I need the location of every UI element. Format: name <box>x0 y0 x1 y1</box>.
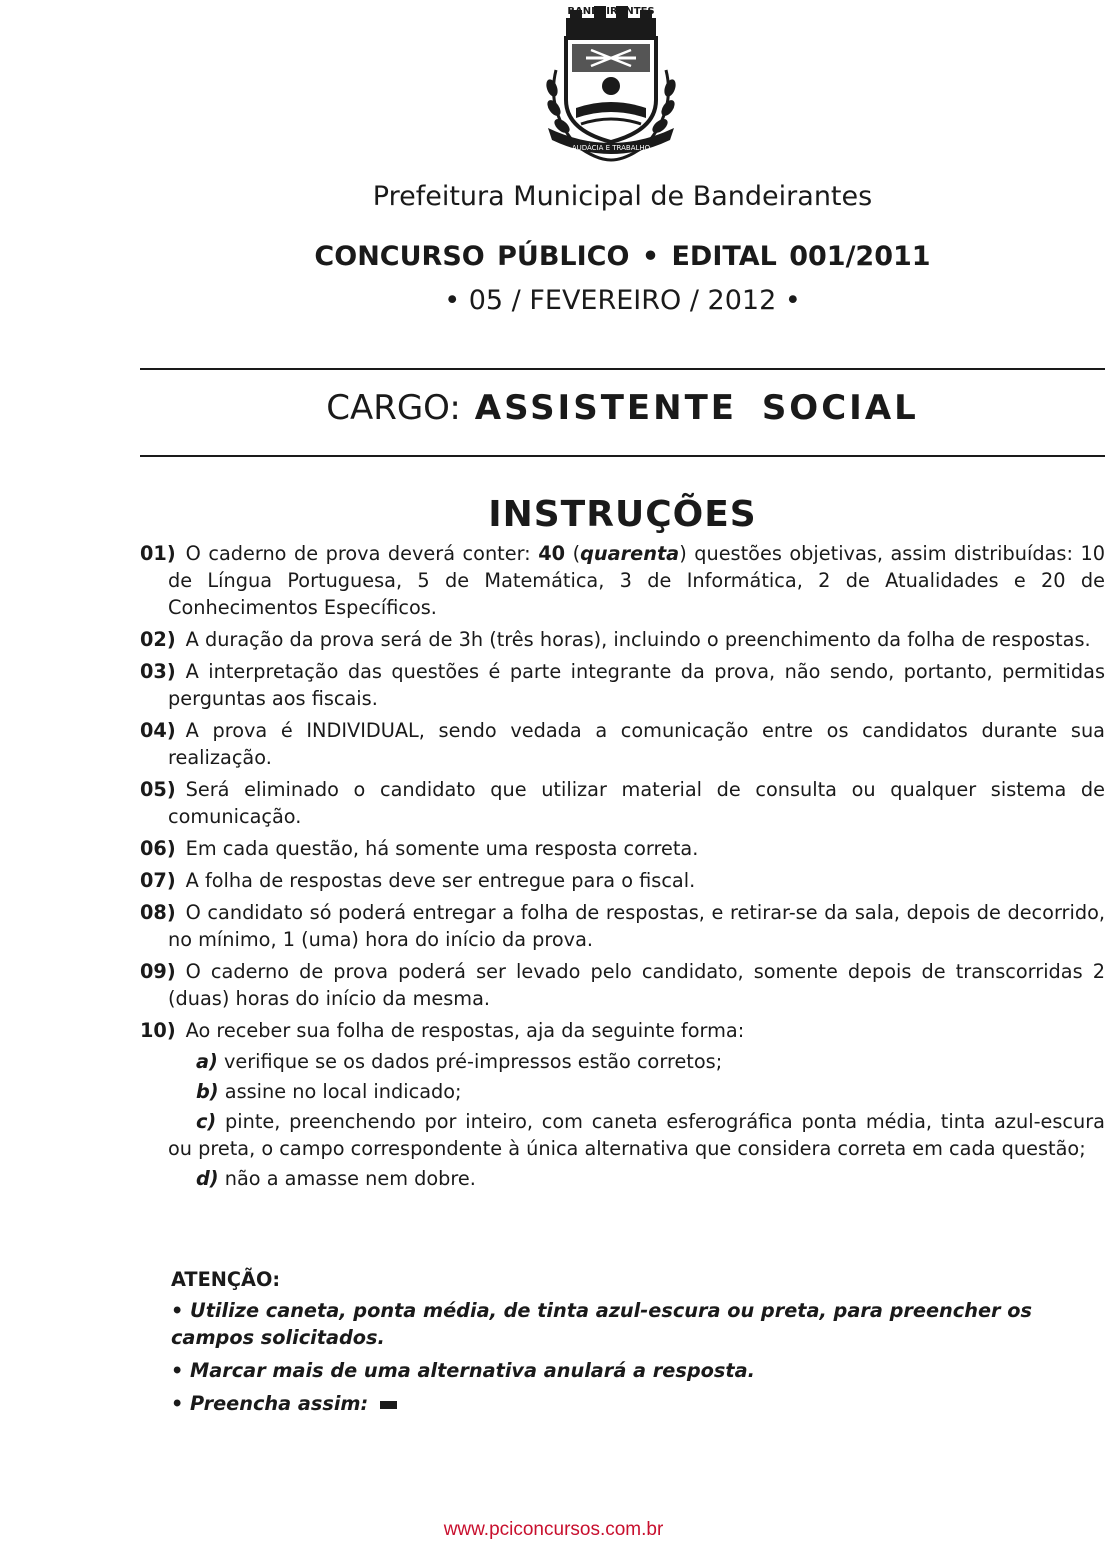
sub-item-d: d) não a amasse nem dobre. <box>196 1167 476 1190</box>
sub-item-b: b) assine no local indicado; <box>196 1080 462 1103</box>
list-item: 08) O candidato só poderá entregar a folha de respostas, e retirar-se da sala, depois de decorrido, no mínimo, 1 (uma) hora do início da prova. <box>140 901 1105 951</box>
cargo-label: CARGO: <box>326 388 461 428</box>
exam-date: • 05 / FEVEREIRO / 2012 • <box>444 285 801 316</box>
attention-box <box>171 1268 1105 1423</box>
divider-top <box>140 368 1105 370</box>
list-item: 10) Ao receber sua folha de respostas, aja da seguinte forma: a) verifique se os dados pré-impressos estão corretos; b) assine no local indicado; c) pinte, preenchendo por inteiro, com caneta esferográfica ponta média, tinta azul-escura ou preta, o campo correspondente à única alternativa que considera correta em cada questão; d) não a amasse nem dobre. <box>140 1019 1105 1190</box>
attention-item: • Utilize caneta, ponta média, de tinta azul-escura ou preta, para preencher os campos solicitados. <box>171 1299 1032 1349</box>
list-item: 01) O caderno de prova deverá conter: 40 (quarenta) questões objetivas, assim distribuídas: 10 de Língua Portuguesa, 5 de Matemática, 3 de Informática, 2 de Atualidades e 20 de Conhecimentos Específicos. <box>140 542 1105 619</box>
list-item: 07) A folha de respostas deve ser entregue para o fiscal. <box>140 869 696 892</box>
list-item: 04) A prova é INDIVIDUAL, sendo vedada a comunicação entre os candidatos durante sua realização. <box>140 719 1105 769</box>
svg-text:BANDEIRANTES: BANDEIRANTES <box>567 6 655 17</box>
cargo-role: ASSISTENTE SOCIAL <box>474 388 919 428</box>
cargo-line <box>140 388 1105 428</box>
attention-title: ATENÇÃO: <box>171 1268 281 1291</box>
list-item: 03) A interpretação das questões é parte integrante da prova, não sendo, portanto, permitidas perguntas aos fiscais. <box>140 660 1105 710</box>
list-item: 02) A duração da prova será de 3h (três horas), incluindo o preenchimento da folha de respostas. <box>140 628 1091 651</box>
sub-item-a: a) verifique se os dados pré-impressos estão corretos; <box>196 1050 723 1073</box>
contest-title: CONCURSO PÚBLICO • EDITAL 001/2011 <box>314 241 931 272</box>
footer-url: www.pciconcursos.com.br <box>443 1519 664 1540</box>
instructions-list <box>140 540 1105 1197</box>
list-item: 05) Será eliminado o candidato que utilizar material de consulta ou qualquer sistema de comunicação. <box>140 778 1105 828</box>
attention-item: • Marcar mais de uma alternativa anulará a resposta. <box>171 1359 755 1382</box>
sub-item-c: c) pinte, preenchendo por inteiro, com caneta esferográfica ponta média, tinta azul-escura ou preta, o campo correspondente à única alternativa que considera correta em cada questão; <box>168 1110 1105 1160</box>
attention-item: • Preencha assim: <box>171 1390 1105 1417</box>
list-item: 09) O caderno de prova poderá ser levado pelo candidato, somente depois de transcorridas 2 (duas) horas do início da mesma. <box>140 960 1105 1010</box>
list-item: 06) Em cada questão, há somente uma resposta correta. <box>140 837 699 860</box>
instructions-title: INSTRUÇÕES <box>488 494 757 535</box>
bandeirantes-coat-of-arms-icon <box>536 0 686 170</box>
organization-name: Prefeitura Municipal de Bandeirantes <box>372 181 873 212</box>
filled-mark-icon <box>380 1401 397 1409</box>
svg-text:AUDÁCIA E TRABALHO: AUDÁCIA E TRABALHO <box>571 144 651 152</box>
divider-bottom <box>140 455 1105 457</box>
